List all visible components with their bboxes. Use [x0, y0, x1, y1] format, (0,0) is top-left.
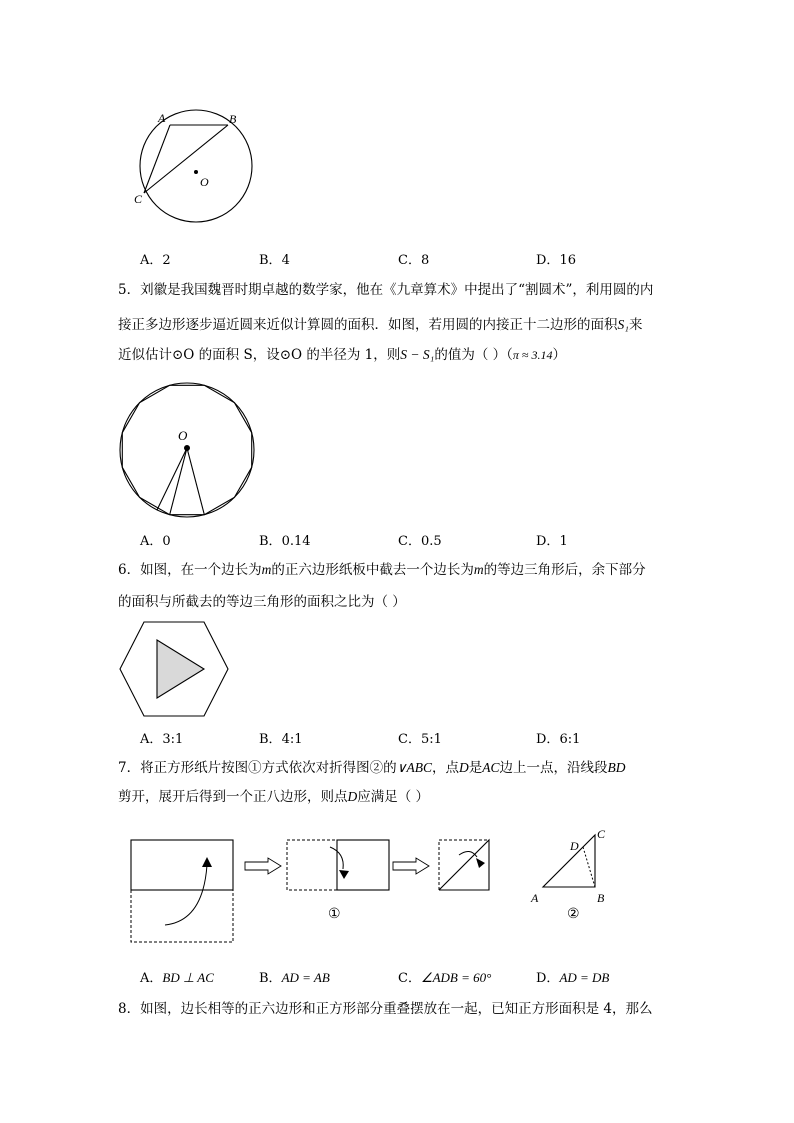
q7-step-2 — [287, 840, 389, 922]
q4-label-a: A — [158, 111, 166, 125]
q7-step-1 — [131, 840, 233, 942]
q4-option-b: B．4 — [259, 253, 290, 268]
q6-line-1: 6．如图，在一个边长为m的正六边形纸板中截去一个边长为m的等边三角形后，余下部分 — [118, 562, 646, 578]
q5-option-b: B．0.14 — [259, 534, 311, 549]
q5-option-d: D．1 — [536, 534, 568, 549]
q7-label-a: A — [531, 891, 539, 905]
q7-option-c: C．∠ADB = 60° — [398, 970, 492, 986]
q7-fig1-caption: ① — [328, 907, 341, 922]
q6-option-a: A．3:1 — [140, 732, 184, 747]
q4-circle-figure — [125, 105, 265, 225]
q7-arrow-2 — [393, 858, 429, 874]
q5-line-1: 5．刘徽是我国魏晋时期卓越的数学家，他在《九章算术》中提出了“割圆术”，利用圆的内 — [118, 282, 654, 298]
q7-fig2-caption: ② — [567, 907, 580, 922]
q4-option-c: C．8 — [398, 253, 430, 268]
q5-line-2: 接正多边形逐步逼近圆来近似计算圆的面积．如图，若用圆的内接正十二边形的面积S₁来 — [118, 317, 643, 333]
q7-folding-figures — [125, 825, 625, 950]
q7-triangle-abc — [530, 827, 606, 922]
q8-line-1: 8．如图，边长相等的正六边形和正方形部分重叠摆放在一起，已知正方形面积是 4，那么 — [118, 1001, 653, 1017]
q5-option-c: C．0.5 — [398, 534, 442, 549]
q7-label-d: D — [570, 839, 579, 853]
q6-option-d: D．6:1 — [536, 732, 581, 747]
q4-option-d: D．16 — [536, 253, 576, 268]
q4-option-a: A．2 — [140, 253, 171, 268]
q7-label-c: C — [597, 827, 606, 841]
q7-label-b: B — [597, 891, 605, 905]
q6-hexagon-figure — [118, 620, 230, 718]
q7-option-b: B．AD = AB — [259, 970, 330, 986]
q6-line-2: 的面积与所截去的等边三角形的面积之比为（ ） — [118, 594, 406, 610]
q5-option-a: A．0 — [140, 534, 171, 549]
q7-step-3 — [439, 840, 489, 890]
q7-option-a: A．BD ⊥ AC — [140, 970, 214, 986]
q4-label-b: B — [229, 112, 237, 126]
q6-option-b: B．4:1 — [259, 732, 303, 747]
q7-line-2: 剪开，展开后得到一个正八边形，则点D应满足（ ） — [118, 789, 430, 805]
q6-option-c: C．5:1 — [398, 732, 442, 747]
q4-label-c: C — [134, 192, 143, 206]
q7-line-1: 7．将正方形纸片按图①方式依次对折得图②的∨ABC，点D是AC边上一点，沿线段BD — [118, 760, 626, 776]
q7-arrow-1 — [245, 858, 281, 874]
q5-dodecagon-figure — [115, 380, 260, 520]
q5-label-o: O — [178, 428, 188, 443]
q7-option-d: D．AD = DB — [536, 970, 610, 986]
q5-line-3: 近似估计⊙O 的面积 S，设⊙O 的半径为 1，则S − S₁的值为（ ）（π ≈ 3.14） — [118, 347, 566, 363]
q4-label-o: O — [200, 175, 209, 189]
